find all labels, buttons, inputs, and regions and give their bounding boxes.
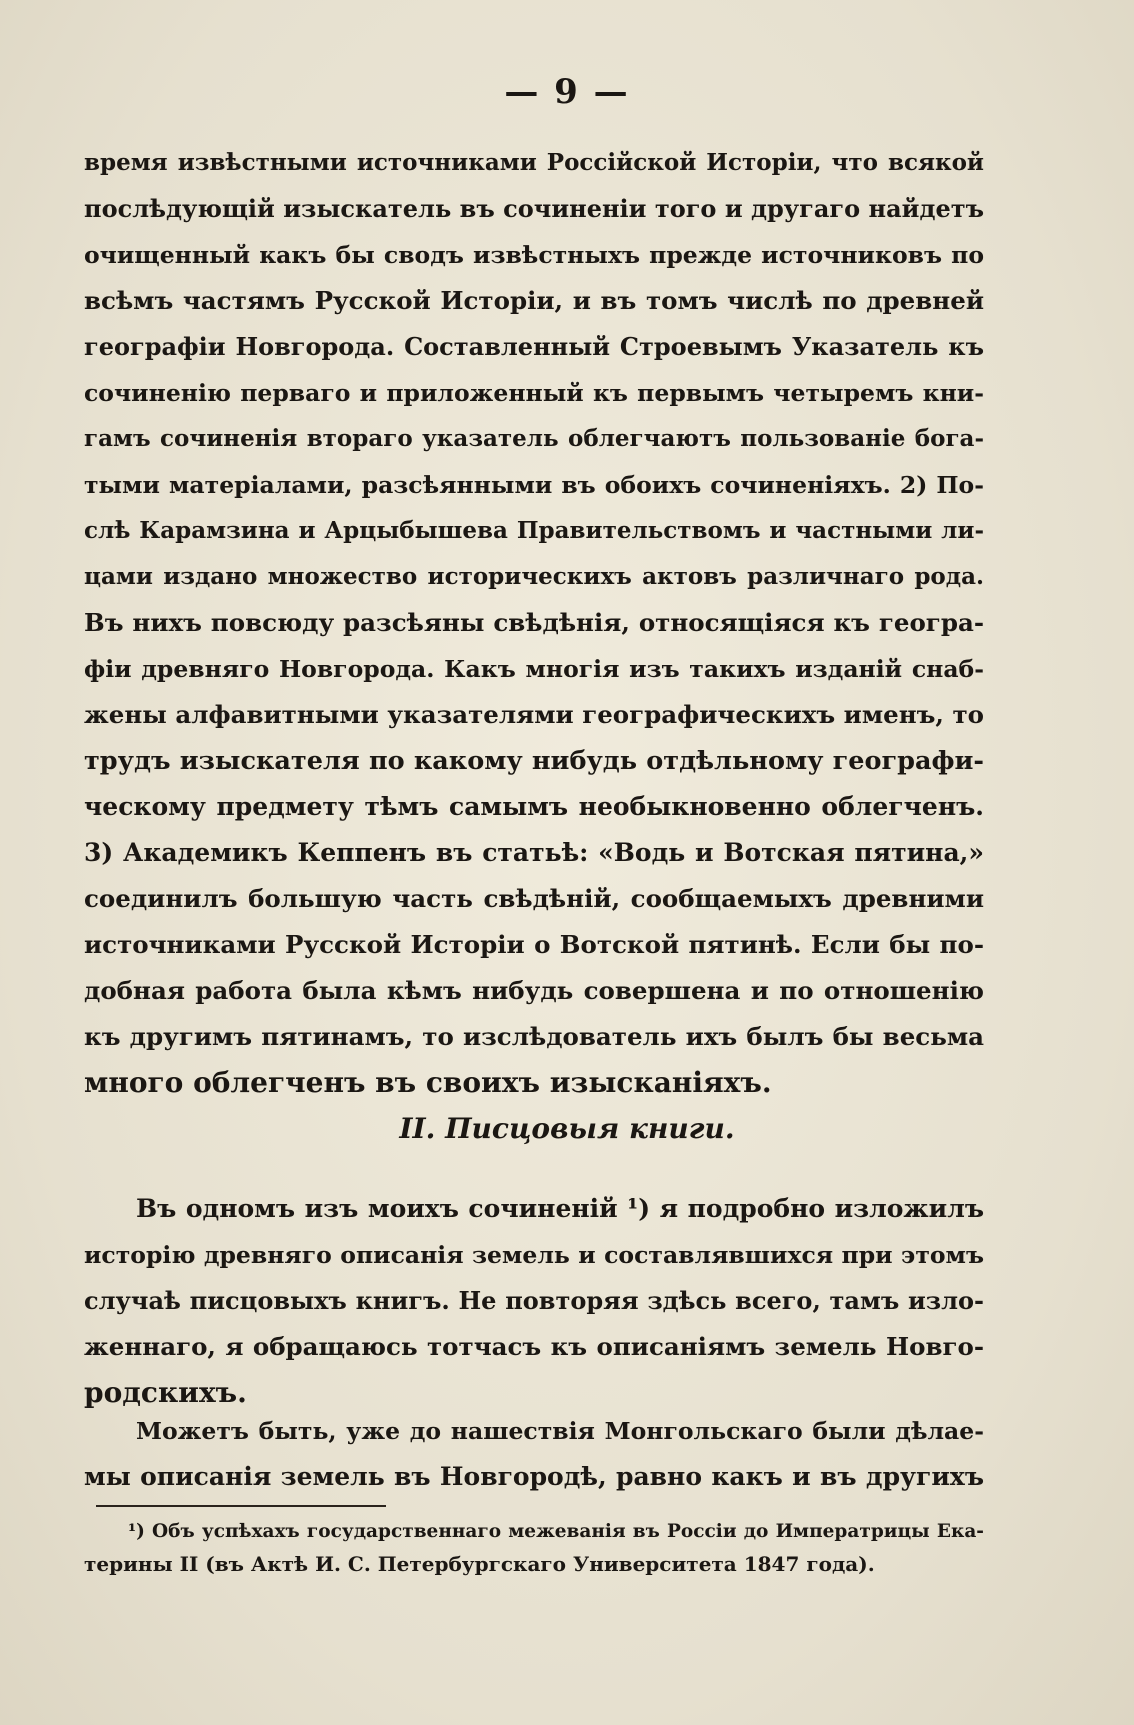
text-line: очищенный какъ бы сводъ извѣстныхъ прежде источниковъ по (84, 241, 984, 269)
text-line: Можетъ быть, уже до нашествія Монгольскаго были дѣлае- (136, 1417, 984, 1445)
text-line: жены алфавитными указателями географическихъ именъ, то (84, 700, 985, 729)
footnote (84, 1516, 984, 1580)
footnote-line: терины II (въ Актѣ И. С. Петербургскаго Университета 1847 года). (84, 1552, 875, 1576)
text-line: Въ одномъ изъ моихъ сочиненій ¹) я подробно изложилъ (136, 1194, 984, 1223)
text-line: географіи Новгорода. Составленный Строевымъ Указатель къ (84, 332, 984, 361)
text-line: цами издано множество историческихъ актовъ различнаго рода. (84, 563, 984, 590)
text-line: время извѣстными источниками Россійской Исторіи, что всякой (84, 149, 984, 176)
text-line: 3) Академикъ Кеппенъ въ статьѣ: «Водь и Вотская пятина,» (84, 838, 984, 867)
text-line: гамъ сочиненія втораго указатель облегчаютъ пользованіе бога- (84, 425, 984, 452)
text-line: случаѣ писцовыхъ книгъ. Не повторяя здѣсь всего, тамъ изло- (84, 1286, 984, 1315)
text-line: послѣдующій изыскатель въ сочиненіи того и другаго найдетъ (84, 194, 984, 223)
text-line: родскихъ. (84, 1376, 247, 1409)
text-line: слѣ Карамзина и Арцыбышева Правительствомъ и частными ли- (84, 517, 984, 544)
text-line: исторію древняго описанія земель и составлявшихся при этомъ (84, 1241, 984, 1269)
text-line: сочиненію перваго и приложенный къ первымъ четыремъ кни- (84, 379, 984, 407)
paragraph-1 (84, 140, 984, 1106)
paragraph-3 (84, 1408, 984, 1500)
section-heading: II. Писцовыя книги. (399, 1112, 735, 1145)
text-line: добная работа была кѣмъ нибудь совершена и по отношенію (84, 976, 984, 1005)
text-line: фіи древняго Новгорода. Какъ многія изъ такихъ изданій снаб- (84, 655, 984, 683)
page-number: — 9 — (504, 72, 630, 112)
text-line: ческому предмету тѣмъ самымъ необыкновенно облегченъ. (84, 792, 984, 821)
text-line: трудъ изыскателя по какому нибудь отдѣльному географи- (84, 746, 984, 776)
text-line: къ другимъ пятинамъ, то изслѣдователь ихъ былъ бы весьма (84, 1022, 984, 1051)
text-line: источниками Русской Исторіи о Вотской пятинѣ. Если бы по- (84, 930, 984, 959)
text-line: всѣмъ частямъ Русской Исторіи, и въ томъ числѣ по древней (84, 286, 984, 315)
text-line: мы описанія земель въ Новгородѣ, равно какъ и въ другихъ (84, 1462, 984, 1491)
text-line: женнаго, я обращаюсь тотчасъ къ описаніямъ земель Новго- (84, 1332, 984, 1361)
footnote-line: ¹) Объ успѣхахъ государственнаго межеванія въ Россіи до Императрицы Ека- (128, 1521, 984, 1542)
text-line: Въ нихъ повсюду разсѣяны свѣдѣнія, относящіяся къ геогра- (84, 608, 984, 637)
text-line: много облегченъ въ своихъ изысканіяхъ. (84, 1066, 772, 1099)
text-line: тыми матеріалами, разсѣянными въ обоихъ сочиненіяхъ. 2) По- (84, 471, 984, 499)
footnote-rule (96, 1505, 386, 1507)
text-line: соединилъ большую часть свѣдѣній, сообщаемыхъ древними (84, 884, 984, 913)
paragraph-2 (84, 1186, 984, 1416)
